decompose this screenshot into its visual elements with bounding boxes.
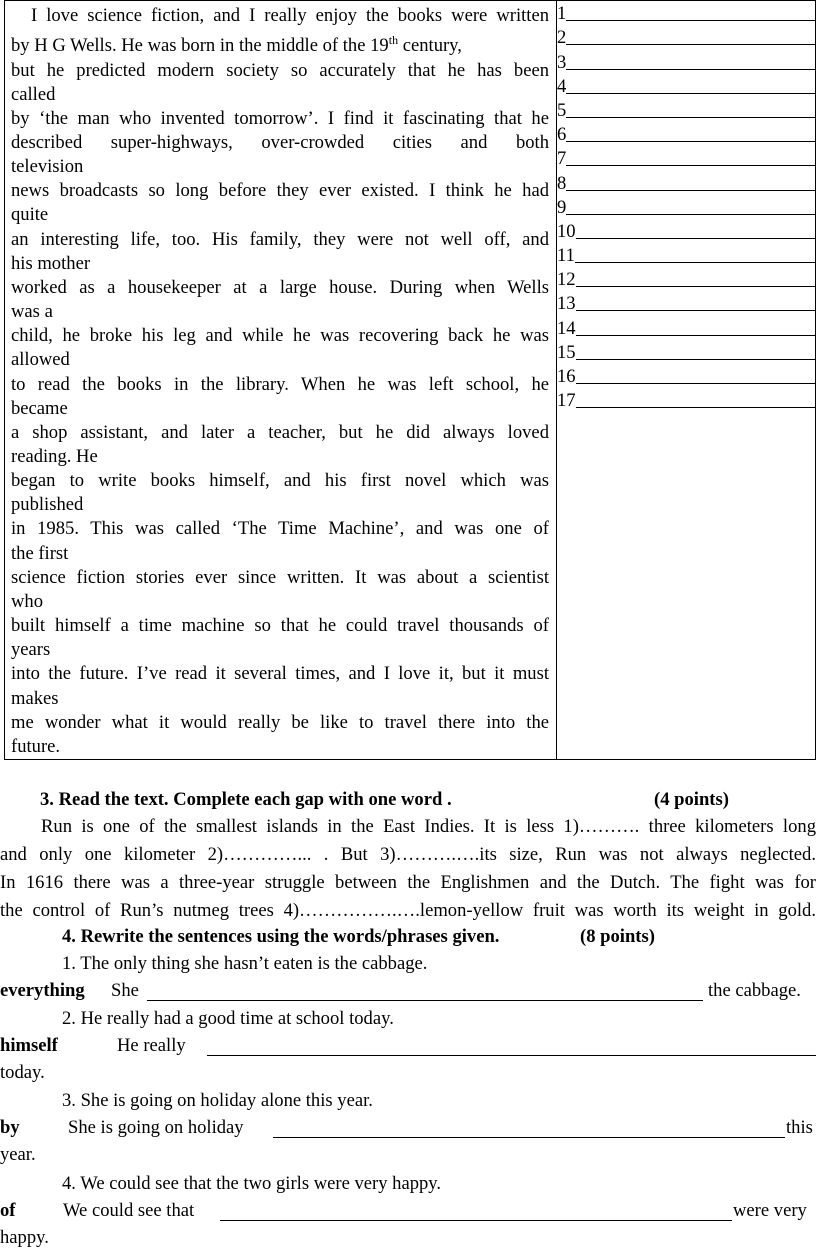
answer-cell	[557, 1, 816, 760]
passage-line: by ‘the man who invented tomorrow’. I find it fascinating that he	[11, 107, 549, 129]
sentence-start: He really	[117, 1035, 186, 1056]
answer-number: 4	[557, 75, 567, 97]
passage-line: began to write books himself, and his first novel which was	[11, 470, 549, 492]
answer-row[interactable]	[557, 1, 815, 25]
answer-line[interactable]	[566, 51, 815, 70]
answer-row[interactable]	[557, 267, 815, 291]
passage-line: was a	[11, 301, 53, 323]
sentence-start: She is going on holiday	[68, 1117, 244, 1138]
text-correction-table	[4, 0, 816, 760]
passage-line: called	[11, 83, 56, 105]
answer-row[interactable]	[557, 291, 815, 315]
passage-line: described super-highways, over-crowded cities and both	[11, 131, 549, 153]
passage-line: became	[11, 397, 68, 419]
passage-line: a shop assistant, and later a teacher, but he did always loved	[11, 421, 549, 443]
sentence-start: She	[111, 980, 139, 1001]
answer-row[interactable]	[557, 315, 815, 339]
passage-line: makes	[11, 687, 59, 709]
answer-number: 1	[557, 3, 567, 25]
answer-number: 5	[557, 99, 567, 121]
passage-line: television	[11, 156, 84, 178]
section3-line: Run is one of the smallest islands in the East Indies. It is less 1)………. three kilometers long	[41, 816, 816, 837]
passage-line: science fiction stories ever since written. It was about a scientist	[11, 566, 549, 588]
answer-number: 17	[557, 390, 576, 412]
section3-points: (4 points)	[654, 789, 729, 810]
passage-line: his mother	[11, 252, 91, 274]
superscript: th	[388, 33, 399, 48]
answer-number: 15	[557, 341, 576, 363]
passage-line: worked as a housekeeper at a large house. During when Wells	[11, 276, 549, 298]
answer-number: 11	[557, 245, 575, 267]
answer-line[interactable]	[566, 172, 815, 191]
answer-row[interactable]	[557, 219, 815, 243]
sentence-start: We could see that	[63, 1200, 195, 1221]
answer-line[interactable]	[576, 220, 815, 239]
answer-line[interactable]	[576, 292, 815, 311]
section4-points: (8 points)	[580, 926, 655, 947]
answer-row[interactable]	[557, 388, 815, 412]
passage-line: in 1985. This was called ‘The Time Machine’, and was one of	[11, 518, 549, 540]
answer-number: 2	[557, 27, 567, 49]
answer-line[interactable]	[575, 244, 815, 263]
section3-line: In 1616 there was a three-year struggle between the Englishmen and the Dutch. The fight was for	[0, 872, 816, 893]
answer-row[interactable]	[557, 74, 815, 98]
answer-row[interactable]	[557, 122, 815, 146]
answer-number: 6	[557, 124, 567, 146]
passage-line: published	[11, 494, 84, 516]
answer-line[interactable]	[576, 268, 815, 287]
sentence-end: were very	[733, 1200, 807, 1221]
answer-row[interactable]	[557, 195, 815, 219]
passage-cell	[5, 1, 557, 760]
passage-line: an interesting life, too. His family, they were not well off, and	[11, 228, 549, 250]
answer-list	[557, 1, 815, 412]
keyword: by	[0, 1117, 20, 1138]
answer-row[interactable]	[557, 170, 815, 194]
answer-blank[interactable]	[147, 982, 703, 1001]
section3-title: 3. Read the text. Complete each gap with one word .	[40, 789, 452, 810]
answer-row[interactable]	[557, 25, 815, 49]
keyword: everything	[0, 980, 85, 1001]
answer-line[interactable]	[566, 147, 815, 166]
answer-line[interactable]	[566, 196, 815, 215]
answer-line[interactable]	[566, 26, 815, 45]
passage-line: to read the books in the library. When he was left school, he	[11, 373, 549, 395]
answer-line[interactable]	[566, 99, 815, 118]
answer-number: 9	[557, 196, 567, 218]
passage-line: who	[11, 590, 44, 612]
answer-line[interactable]	[576, 365, 815, 384]
passage-line: child, he broke his leg and while he was recovering back he was	[11, 325, 549, 347]
passage-line: me wonder what it would really be like to travel there into the	[11, 711, 549, 733]
answer-row[interactable]	[557, 98, 815, 122]
section3-line: and only one kilometer 2)…………... . But 3)……….….its size, Run was not always neglected.	[0, 844, 816, 865]
passage-line: but he predicted modern society so accurately that he has been	[11, 59, 549, 81]
passage	[5, 1, 556, 759]
answer-blank[interactable]	[207, 1037, 816, 1056]
answer-line[interactable]	[576, 341, 815, 360]
answer-number: 12	[557, 269, 576, 291]
sentence-end: the cabbage.	[708, 980, 801, 1001]
answer-row[interactable]	[557, 364, 815, 388]
passage-line: the first	[11, 542, 69, 564]
answer-row[interactable]	[557, 340, 815, 364]
answer-line[interactable]	[576, 317, 815, 336]
passage-line: by H G Wells. He was born in the middle of the 19th century,	[11, 33, 462, 57]
passage-line: news broadcasts so long before they ever existed. I think he had	[11, 180, 549, 202]
passage-line: reading. He	[11, 446, 98, 467]
answer-blank[interactable]	[220, 1202, 732, 1221]
passage-line: years	[11, 639, 51, 661]
keyword: of	[0, 1200, 16, 1221]
answer-number: 16	[557, 366, 576, 387]
answer-number: 10	[557, 220, 576, 242]
passage-line: quite	[11, 204, 49, 226]
passage-line: built himself a time machine so that he could travel thousands of	[11, 615, 549, 637]
answer-line[interactable]	[566, 123, 815, 142]
passage-line: future.	[11, 735, 61, 757]
answer-line[interactable]	[576, 389, 815, 408]
section3-line: the control of Run’s nutmeg trees 4)…………….….lemon-yellow fruit was worth its weight in gold.	[0, 900, 816, 921]
answer-row[interactable]	[557, 49, 815, 73]
answer-row[interactable]	[557, 243, 815, 267]
answer-line[interactable]	[566, 75, 815, 94]
answer-blank[interactable]	[273, 1119, 785, 1138]
section4-title: 4. Rewrite the sentences using the words/phrases given.	[62, 926, 500, 947]
answer-number: 7	[557, 148, 567, 170]
section3-paragraph	[0, 813, 816, 925]
answer-number: 14	[557, 317, 576, 339]
passage-line: allowed	[11, 349, 70, 371]
sentence-end: this	[786, 1117, 813, 1138]
passage-line: I love science fiction, and I really enjoy the books were written	[31, 5, 549, 26]
answer-number: 8	[557, 172, 567, 194]
passage-line: into the future. I’ve read it several times, and I love it, but it must	[11, 663, 549, 685]
answer-row[interactable]	[557, 146, 815, 170]
answer-line[interactable]	[566, 2, 815, 21]
answer-number: 13	[557, 293, 576, 315]
answer-number: 3	[557, 51, 567, 73]
keyword: himself	[0, 1035, 58, 1056]
